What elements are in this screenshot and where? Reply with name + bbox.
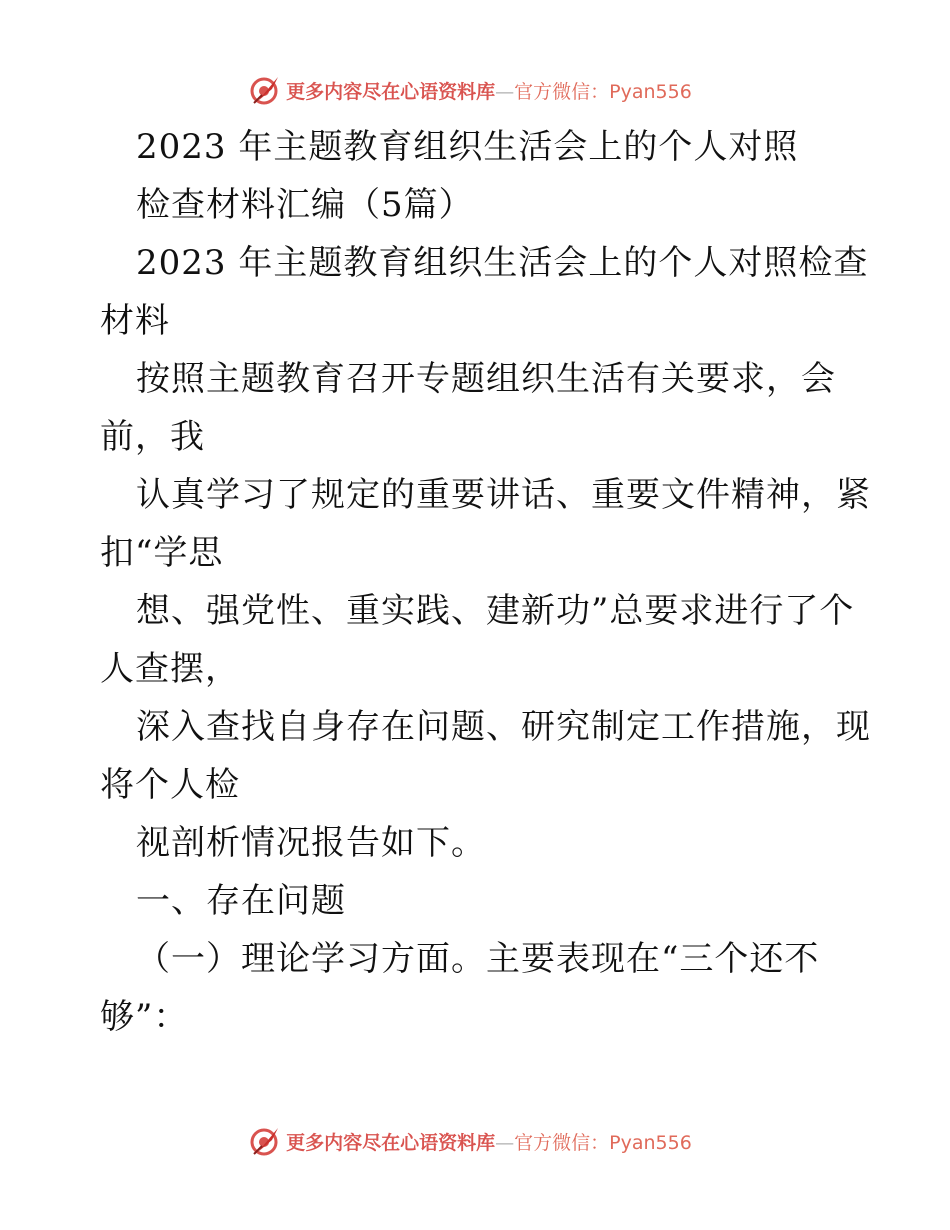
paragraph-line: 人查摆， xyxy=(100,649,240,689)
heading-line-1: 2023 年主题教育组织生活会上的个人对照检查 xyxy=(136,243,869,283)
watermark-site: 更多内容尽在心语资料库 xyxy=(286,80,496,103)
paragraph-line: 视剖析情况报告如下。 xyxy=(136,823,486,863)
paragraph-line: 深入查找自身存在问题、研究制定工作措施，现 xyxy=(136,707,871,747)
title-line-1: 2023 年主题教育组织生活会上的个人对照 xyxy=(136,127,799,167)
paragraph-line: 扣“学思 xyxy=(100,533,224,573)
paragraph-line: 按照主题教育召开专题组织生活有关要求，会 xyxy=(136,359,836,399)
paragraph-line: 认真学习了规定的重要讲话、重要文件精神，紧 xyxy=(136,475,871,515)
watermark-group xyxy=(248,73,692,107)
header-watermark xyxy=(0,70,950,110)
title-line-2: 检查材料汇编（5篇） xyxy=(136,185,474,225)
paragraph-line: 将个人检 xyxy=(100,765,240,805)
feather-logo-icon xyxy=(248,1124,282,1158)
subsection-heading-cont: 够”： xyxy=(100,997,189,1037)
heading-line-2: 材料 xyxy=(100,301,170,341)
footer-watermark xyxy=(0,1121,950,1161)
watermark-site: 更多内容尽在心语资料库 xyxy=(286,1131,496,1154)
watermark-wechat: 官方微信：Pyan556 xyxy=(514,1131,692,1154)
watermark-text xyxy=(286,77,692,104)
section-heading: 一、存在问题 xyxy=(136,881,346,921)
watermark-text xyxy=(286,1128,692,1155)
paragraph-line: 想、强党性、重实践、建新功”总要求进行了个 xyxy=(136,591,855,631)
watermark-separator: — xyxy=(495,80,515,103)
feather-logo-icon xyxy=(248,73,282,107)
watermark-separator: — xyxy=(495,1131,515,1154)
watermark-wechat: 官方微信：Pyan556 xyxy=(514,80,692,103)
subsection-heading: （一）理论学习方面。主要表现在“三个还不 xyxy=(136,939,820,979)
paragraph-line: 前，我 xyxy=(100,417,205,457)
watermark-group xyxy=(248,1124,692,1158)
